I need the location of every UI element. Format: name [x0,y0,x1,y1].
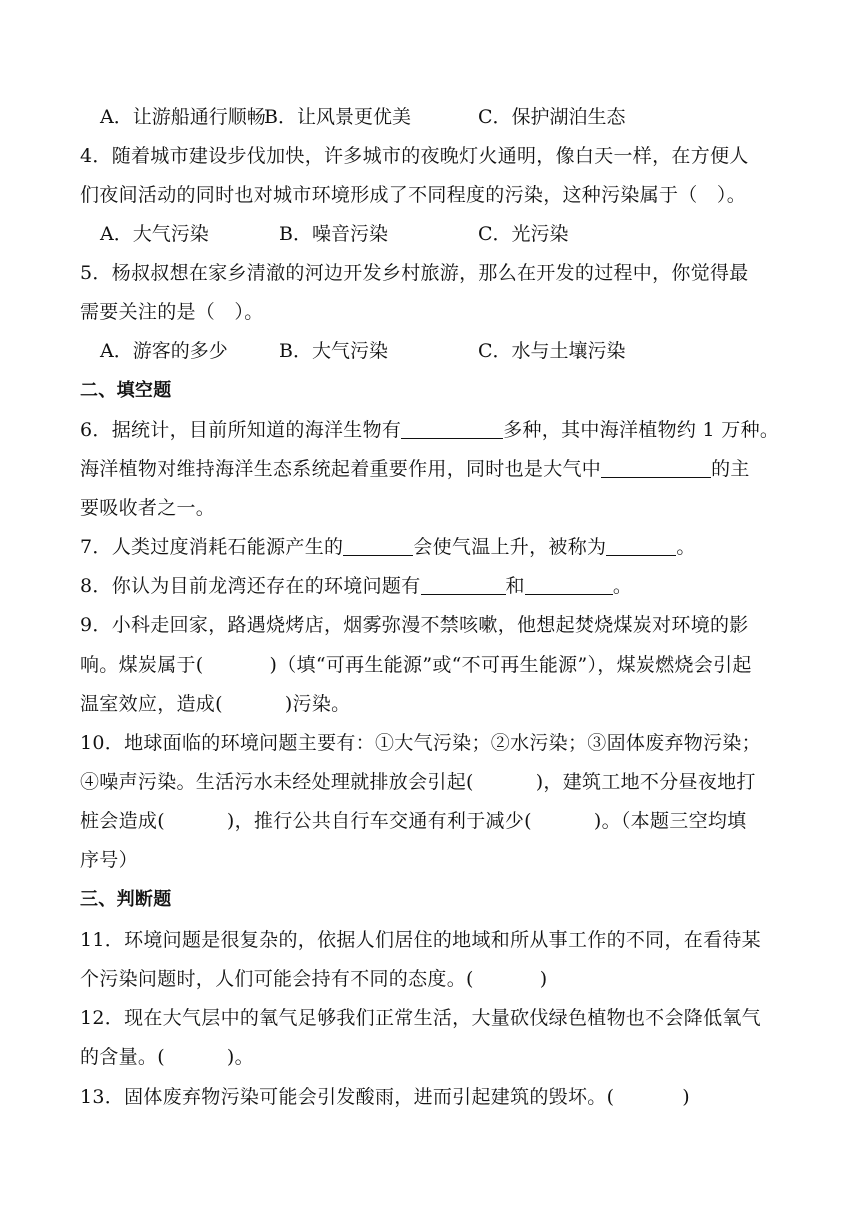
q7-text-b: 会使气温上升，被称为 [413,536,607,558]
q3-option-c: C．保护湖泊生态 [478,106,626,128]
q6-line2 [80,456,750,482]
q10-text-c: 桩会造成( [80,810,165,832]
q13-line [80,1084,690,1110]
q7-blank-1[interactable] [343,535,413,556]
q13-text-a: 13．固体废弃物污染可能会引发酸雨，进而引起建筑的毁坏。( [80,1086,615,1108]
q10-line4: 序号） [80,849,138,871]
q12-line2 [80,1044,254,1070]
q8-blank-1[interactable] [421,574,506,595]
q5-option-a: A．游客的多少 [100,340,228,362]
q8-line [80,573,632,599]
q9-text-c: 温室效应，造成( [80,693,223,715]
q6-text-d: 的主 [711,458,750,480]
q12-line1: 12．现在大气层中的氧气足够我们正常生活，大量砍伐绿色植物也不会降低氧气 [80,1007,761,1029]
q10-line1: 10．地球面临的环境问题主要有：①大气污染；②水污染；③固体废弃物污染； [80,732,761,754]
q4-option-a: A．大气污染 [100,223,209,245]
q10-text-e: )。（本题三空均填 [593,810,747,832]
q4-line1: 4．随着城市建设步伐加快，许多城市的夜晚灯火通明，像白天一样，在方便人 [80,145,749,167]
q6-line1 [80,417,779,443]
q13-text-b: ) [682,1086,691,1108]
q8-text-a: 8．你认为目前龙湾还存在的环境问题有 [80,575,421,597]
q4-line2: 们夜间活动的同时也对城市环境形成了不同程度的污染，这种污染属于（ ）。 [80,184,747,206]
q12-text-a: 的含量。( [80,1046,165,1068]
q9-text-d: )污染。 [284,693,351,715]
q8-blank-2[interactable] [525,574,613,595]
q10-text-b: )，建筑工地不分昼夜地打 [535,771,756,793]
q9-text-a: 响。煤炭属于( [80,654,204,676]
q10-text-d: )，推行公共自行车交通有利于减少( [226,810,532,832]
q8-text-c: 。 [612,575,633,597]
q9-line2 [80,652,752,678]
q5-line2: 需要关注的是（ ）。 [80,301,264,323]
section-title-fill-in: 二、填空题 [80,380,172,401]
q10-text-a: ④噪声污染。生活污水未经处理就排放会引起( [80,771,474,793]
q6-blank-1[interactable] [401,418,503,439]
q7-line [80,534,696,560]
q5-option-c: C．水与土壤污染 [478,340,626,362]
q9-line3 [80,691,350,717]
q9-line1: 9．小科走回家，路遇烧烤店，烟雾弥漫不禁咳嗽，他想起焚烧煤炭对环境的影 [80,614,749,636]
q6-text-b: 多种，其中海洋植物约 1 万种。 [503,419,780,441]
q7-blank-2[interactable] [606,535,676,556]
q9-text-b: )（填“可再生能源”或“不可再生能源”），煤炭燃烧会引起 [269,654,752,676]
q8-text-b: 和 [505,575,525,597]
q10-line2 [80,769,756,795]
q4-option-b: B．噪音污染 [279,223,388,245]
q12-text-b: )。 [226,1046,254,1068]
q3-option-b: B．让风景更优美 [264,106,411,128]
q6-line3: 要吸收者之一。 [80,497,216,519]
q6-text-c: 海洋植物对维持海洋生态系统起着重要作用，同时也是大气中 [80,458,602,480]
q10-line3 [80,808,746,834]
q5-option-b: B．大气污染 [279,340,388,362]
q5-line1: 5．杨叔叔想在家乡清澈的河边开发乡村旅游，那么在开发的过程中，你觉得最 [80,262,749,284]
q6-text-a: 6．据统计，目前所知道的海洋生物有 [80,419,402,441]
section-title-true-false: 三、判断题 [80,889,172,910]
q7-text-c: 。 [676,536,696,558]
q7-text-a: 7．人类过度消耗石能源产生的 [80,536,344,558]
q11-text-a: 个污染问题时，人们可能会持有不同的态度。( [80,968,474,990]
q11-line1: 11．环境问题是很复杂的，依据人们居住的地域和所从事工作的不同，在看待某 [80,929,761,951]
q11-text-b: ) [539,968,548,990]
q11-line2 [80,966,547,992]
q4-option-c: C．光污染 [478,223,569,245]
q6-blank-2[interactable] [601,457,711,478]
q3-option-a: A．让游船通行顺畅 [100,106,266,128]
